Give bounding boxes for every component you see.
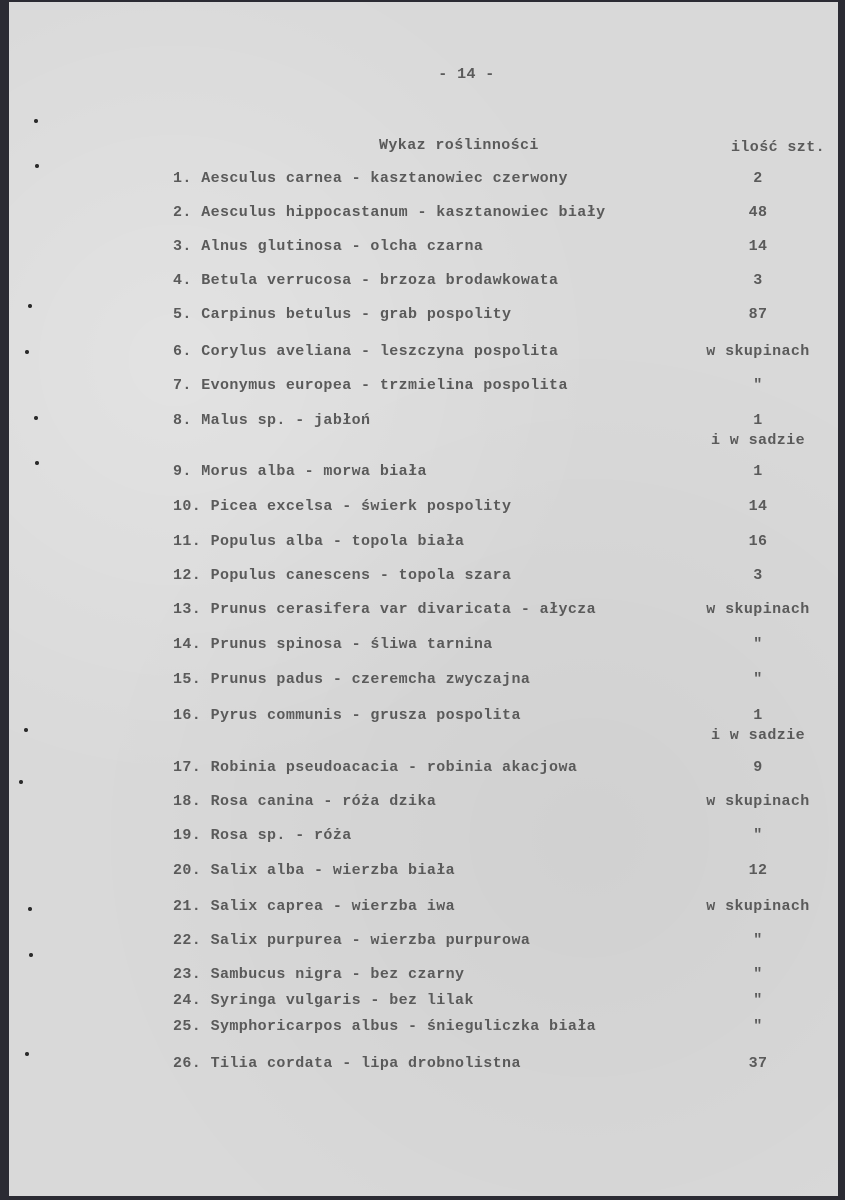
plant-quantity: 16	[748, 533, 768, 550]
plant-quantity: "	[753, 932, 763, 949]
list-item	[173, 992, 833, 1010]
plant-name: 26. Tilia cordata - lipa drobnolistna	[173, 1055, 521, 1072]
punch-mark	[35, 461, 39, 465]
plant-quantity: "	[753, 827, 763, 844]
plant-name: 7. Evonymus europea - trzmielina pospolita	[173, 377, 568, 394]
punch-mark	[25, 1052, 29, 1056]
punch-mark	[19, 780, 23, 784]
plant-name: 3. Alnus glutinosa - olcha czarna	[173, 238, 484, 255]
page-number: - 14 -	[438, 66, 495, 83]
plant-quantity: 3	[753, 272, 763, 289]
plant-name: 11. Populus alba - topola biała	[173, 533, 465, 550]
page-title: Wykaz roślinności	[379, 137, 539, 154]
quantity-note: i w sadzie	[710, 727, 805, 744]
plant-quantity: 37	[748, 1055, 768, 1072]
plant-quantity: 12	[748, 862, 768, 879]
punch-mark	[28, 304, 32, 308]
list-item	[173, 412, 833, 449]
plant-quantity: 2	[753, 170, 763, 187]
list-item	[173, 601, 833, 619]
plant-name: 12. Populus canescens - topola szara	[173, 567, 512, 584]
plant-name: 20. Salix alba - wierzba biała	[173, 862, 456, 879]
quantity-note: i w sadzie	[710, 432, 805, 449]
plant-name: 2. Aesculus hippocastanum - kasztanowiec biały	[173, 204, 606, 221]
plant-name: 18. Rosa canina - róża dzika	[173, 793, 437, 810]
list-item	[173, 272, 833, 290]
list-item	[173, 1018, 833, 1036]
punch-mark	[25, 350, 29, 354]
plant-quantity: w skupinach	[706, 793, 810, 810]
document-page	[9, 2, 838, 1196]
plant-quantity: w skupinach	[706, 343, 810, 360]
quantity-column-header: ilość szt.	[731, 139, 826, 156]
list-item	[173, 238, 833, 256]
plant-quantity: w skupinach	[706, 601, 810, 618]
plant-quantity: 48	[748, 204, 768, 221]
plant-name: 14. Prunus spinosa - śliwa tarnina	[173, 636, 493, 653]
plant-name: 10. Picea excelsa - świerk pospolity	[173, 498, 512, 515]
list-item	[173, 759, 833, 777]
plant-quantity: 1	[753, 412, 763, 429]
plant-quantity: "	[753, 966, 763, 983]
plant-quantity: "	[753, 671, 763, 688]
plant-quantity: 1	[753, 463, 763, 480]
list-item	[173, 707, 833, 744]
list-item	[173, 671, 833, 689]
plant-quantity: 87	[748, 306, 768, 323]
list-item	[173, 932, 833, 950]
list-item	[173, 827, 833, 845]
plant-name: 19. Rosa sp. - róża	[173, 827, 352, 844]
list-item	[173, 377, 833, 395]
punch-mark	[28, 907, 32, 911]
plant-quantity: 9	[753, 759, 763, 776]
plant-name: 13. Prunus cerasifera var divaricata - ałycza	[173, 601, 597, 618]
list-item	[173, 306, 833, 324]
list-item	[173, 533, 833, 551]
list-item	[173, 170, 833, 188]
plant-name: 25. Symphoricarpos albus - śnieguliczka biała	[173, 1018, 597, 1035]
list-item	[173, 498, 833, 516]
plant-quantity: w skupinach	[706, 898, 810, 915]
plant-name: 23. Sambucus nigra - bez czarny	[173, 966, 465, 983]
plant-quantity: "	[753, 992, 763, 1009]
list-item	[173, 1055, 833, 1073]
plant-name: 5. Carpinus betulus - grab pospolity	[173, 306, 512, 323]
plant-name: 15. Prunus padus - czeremcha zwyczajna	[173, 671, 531, 688]
plant-name: 24. Syringa vulgaris - bez lilak	[173, 992, 474, 1009]
plant-name: 9. Morus alba - morwa biała	[173, 463, 427, 480]
plant-name: 17. Robinia pseudoacacia - robinia akacjowa	[173, 759, 578, 776]
plant-quantity: 3	[753, 567, 763, 584]
list-item	[173, 862, 833, 880]
list-item	[173, 898, 833, 916]
plant-name: 22. Salix purpurea - wierzba purpurowa	[173, 932, 531, 949]
punch-mark	[35, 164, 39, 168]
list-item	[173, 793, 833, 811]
list-item	[173, 463, 833, 481]
list-item	[173, 343, 833, 361]
punch-mark	[34, 119, 38, 123]
list-item	[173, 567, 833, 585]
plant-quantity: 1	[753, 707, 763, 724]
plant-quantity: "	[753, 636, 763, 653]
plant-name: 21. Salix caprea - wierzba iwa	[173, 898, 456, 915]
plant-name: 6. Corylus aveliana - leszczyna pospolita	[173, 343, 559, 360]
punch-mark	[34, 416, 38, 420]
plant-quantity: 14	[748, 498, 768, 515]
plant-name: 4. Betula verrucosa - brzoza brodawkowata	[173, 272, 559, 289]
plant-quantity: 14	[748, 238, 768, 255]
punch-mark	[24, 728, 28, 732]
plant-name: 16. Pyrus communis - grusza pospolita	[173, 707, 521, 724]
plant-name: 1. Aesculus carnea - kasztanowiec czerwony	[173, 170, 568, 187]
list-item	[173, 204, 833, 222]
list-item	[173, 636, 833, 654]
plant-name: 8. Malus sp. - jabłoń	[173, 412, 371, 429]
list-item	[173, 966, 833, 984]
plant-quantity: "	[753, 1018, 763, 1035]
punch-mark	[29, 953, 33, 957]
plant-quantity: "	[753, 377, 763, 394]
